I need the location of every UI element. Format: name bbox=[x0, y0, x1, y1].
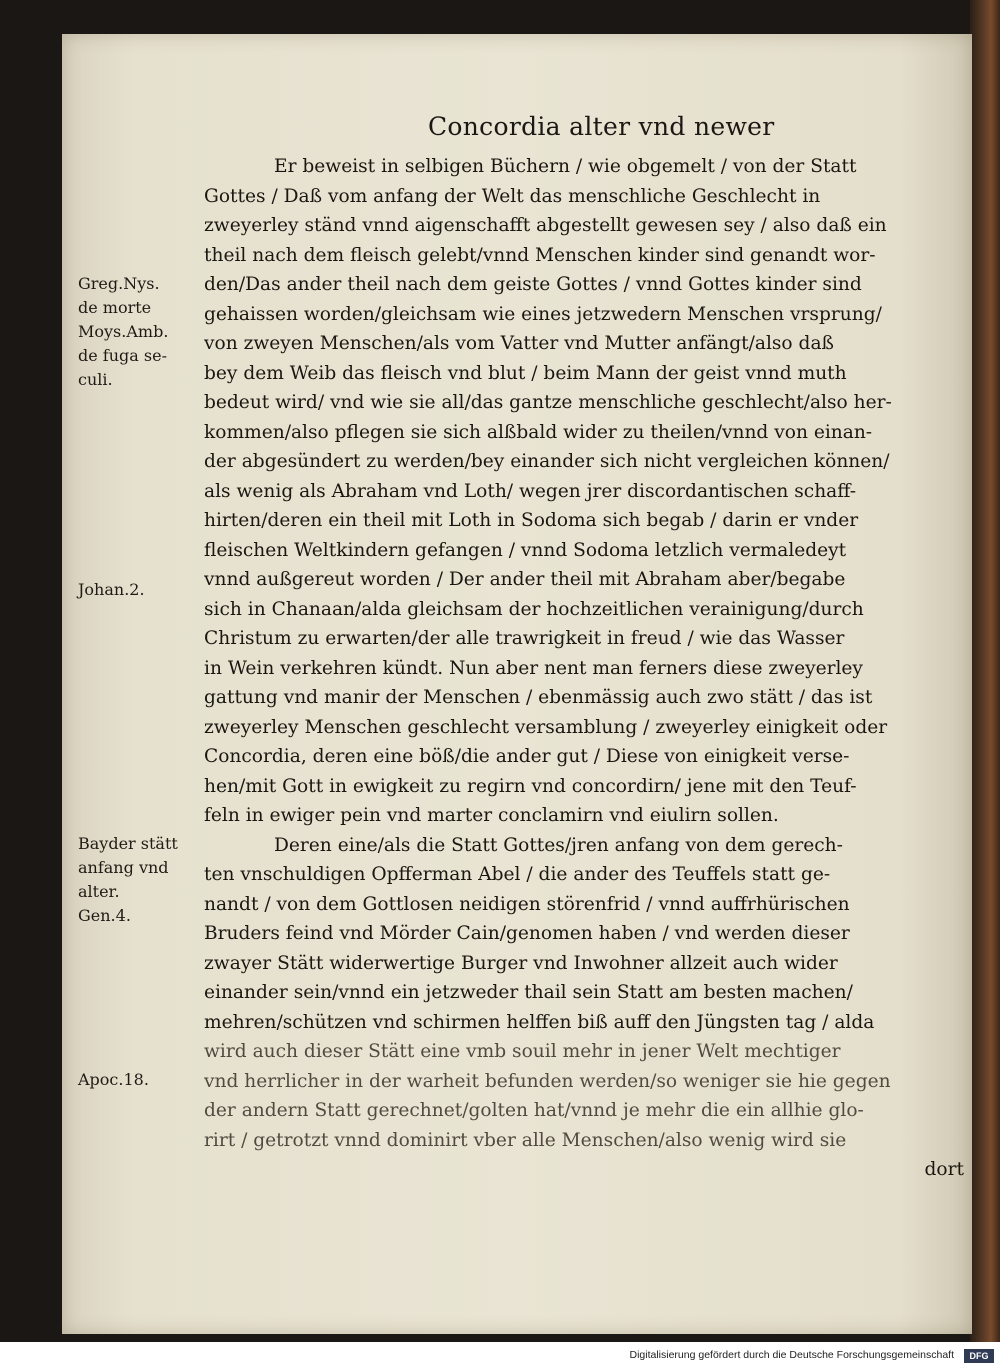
text-line: in Wein verkehren kündt. Nun aber nent man ferners diese zweyerley bbox=[204, 657, 863, 679]
margin-note-line: Apoc.18. bbox=[78, 1070, 149, 1089]
text-line: Gottes / Daß vom anfang der Welt das menschliche Geschlecht in bbox=[204, 185, 821, 207]
margin-note bbox=[78, 272, 206, 392]
margin-note bbox=[78, 578, 206, 602]
margin-note bbox=[78, 1068, 206, 1092]
text-line: von zweyen Menschen/als vom Vatter vnd Mutter anfängt/also daß bbox=[204, 333, 834, 354]
text-line: hen/mit Gott in ewigkeit zu regirn vnd concordirn/ jene mit den Teuf- bbox=[204, 775, 857, 797]
text-line: vnnd außgereut worden / Der ander theil mit Abraham aber/begabe bbox=[204, 569, 846, 590]
text-line: feln in ewiger pein vnd marter conclamirn vnd eiulirn sollen. bbox=[204, 805, 779, 826]
text-line: vnd herrlicher in der warheit befunden werden/so weniger sie hie gegen bbox=[204, 1070, 891, 1092]
margin-note-line: Greg.Nys. bbox=[78, 274, 160, 293]
margin-note-line: Moys.Amb. bbox=[78, 322, 169, 341]
text-line: Er beweist in selbigen Büchern / wie obgemelt / von der Statt bbox=[274, 156, 857, 177]
margin-note bbox=[78, 832, 206, 928]
text-line: sich in Chanaan/alda gleichsam der hochzeitlichen verainigung/durch bbox=[204, 598, 864, 620]
text-line: als wenig als Abraham vnd Loth/ wegen jrer discordantischen schaff- bbox=[204, 480, 857, 502]
margin-note-line: Johan.2. bbox=[78, 580, 145, 599]
text-line: rirt / getrotzt vnnd dominirt vber alle Menschen/also wenig wird sie bbox=[204, 1129, 847, 1151]
margin-note-line: de morte bbox=[78, 298, 152, 317]
text-line: den/Das ander theil nach dem geiste Gottes / vnnd Gottes kinder sind bbox=[204, 274, 862, 295]
margin-note-line: anfang vnd bbox=[78, 858, 169, 877]
text-line: gehaissen worden/gleichsam wie eines jetzwedern Menschen vrsprung/ bbox=[204, 303, 882, 325]
text-line: Concordia, deren eine böß/die ander gut / Diese von einigkeit verse- bbox=[204, 746, 850, 767]
text-line: theil nach dem fleisch gelebt/vnnd Menschen kinder sind genandt wor- bbox=[204, 244, 876, 266]
body-text bbox=[204, 152, 964, 1185]
text-line: der abgesündert zu werden/bey einander sich nicht vergleichen können/ bbox=[204, 451, 890, 472]
text-line: nandt / von dem Gottlosen neidigen störenfrid / vnnd auffrhürischen bbox=[204, 893, 850, 915]
dfg-logo-icon: DFG bbox=[964, 1349, 994, 1363]
text-line: wird auch dieser Stätt eine vmb souil mehr in jener Welt mechtiger bbox=[204, 1041, 841, 1062]
text-line: mehren/schützen vnd schirmen helffen biß auff den Jüngsten tag / alda bbox=[204, 1011, 875, 1033]
book-edge bbox=[970, 0, 1000, 1342]
margin-note-line: Bayder stätt bbox=[78, 834, 178, 853]
funding-credit: Digitalisierung gefördert durch die Deutsche Forschungsgemeinschaft bbox=[629, 1349, 954, 1361]
text-line: der andern Statt gerechnet/golten hat/vnnd je mehr die ein allhie glo- bbox=[204, 1100, 864, 1121]
catchword: dort bbox=[924, 1159, 964, 1180]
text-line: zwayer Stätt widerwertige Burger vnd Inwohner allzeit auch wider bbox=[204, 952, 838, 974]
text-line: Christum zu erwarten/der alle trawrigkeit in freud / wie das Wasser bbox=[204, 628, 845, 649]
margin-note-line: alter. bbox=[78, 882, 120, 901]
text-line: Bruders feind vnd Mörder Cain/genomen haben / vnd werden dieser bbox=[204, 923, 850, 944]
text-line: zweyerley ständ vnnd aigenschafft abgestellt gewesen sey / also daß ein bbox=[204, 215, 887, 236]
margin-note-line: Gen.4. bbox=[78, 906, 131, 925]
margin-note-line: culi. bbox=[78, 370, 113, 389]
text-line: bedeut wird/ vnd wie sie all/das gantze menschliche geschlecht/also her- bbox=[204, 392, 892, 413]
text-line: zweyerley Menschen geschlecht versamblung / zweyerley einigkeit oder bbox=[204, 716, 888, 738]
margin-note-line: de fuga se- bbox=[78, 346, 167, 365]
text-line: gattung vnd manir der Menschen / ebenmässig auch zwo stätt / das ist bbox=[204, 687, 873, 708]
text-line: kommen/also pflegen sie sich alßbald wider zu theilen/vnnd von einan- bbox=[204, 421, 873, 443]
text-line: fleischen Weltkindern gefangen / vnnd Sodoma letzlich vermaledeyt bbox=[204, 539, 847, 561]
text-line: bey dem Weib das fleisch vnd blut / beim Mann der geist vnnd muth bbox=[204, 362, 847, 384]
text-line: hirten/deren ein theil mit Loth in Sodoma sich begab / darin er vnder bbox=[204, 510, 859, 531]
running-head: Concordia alter vnd newer bbox=[428, 112, 775, 141]
text-line: einander sein/vnnd ein jetzweder thail sein Statt am besten machen/ bbox=[204, 982, 853, 1003]
text-line: Deren eine/als die Statt Gottes/jren anfang von dem gerech- bbox=[274, 834, 843, 856]
text-line: ten vnschuldigen Opfferman Abel / die ander des Teuffels statt ge- bbox=[204, 864, 831, 885]
